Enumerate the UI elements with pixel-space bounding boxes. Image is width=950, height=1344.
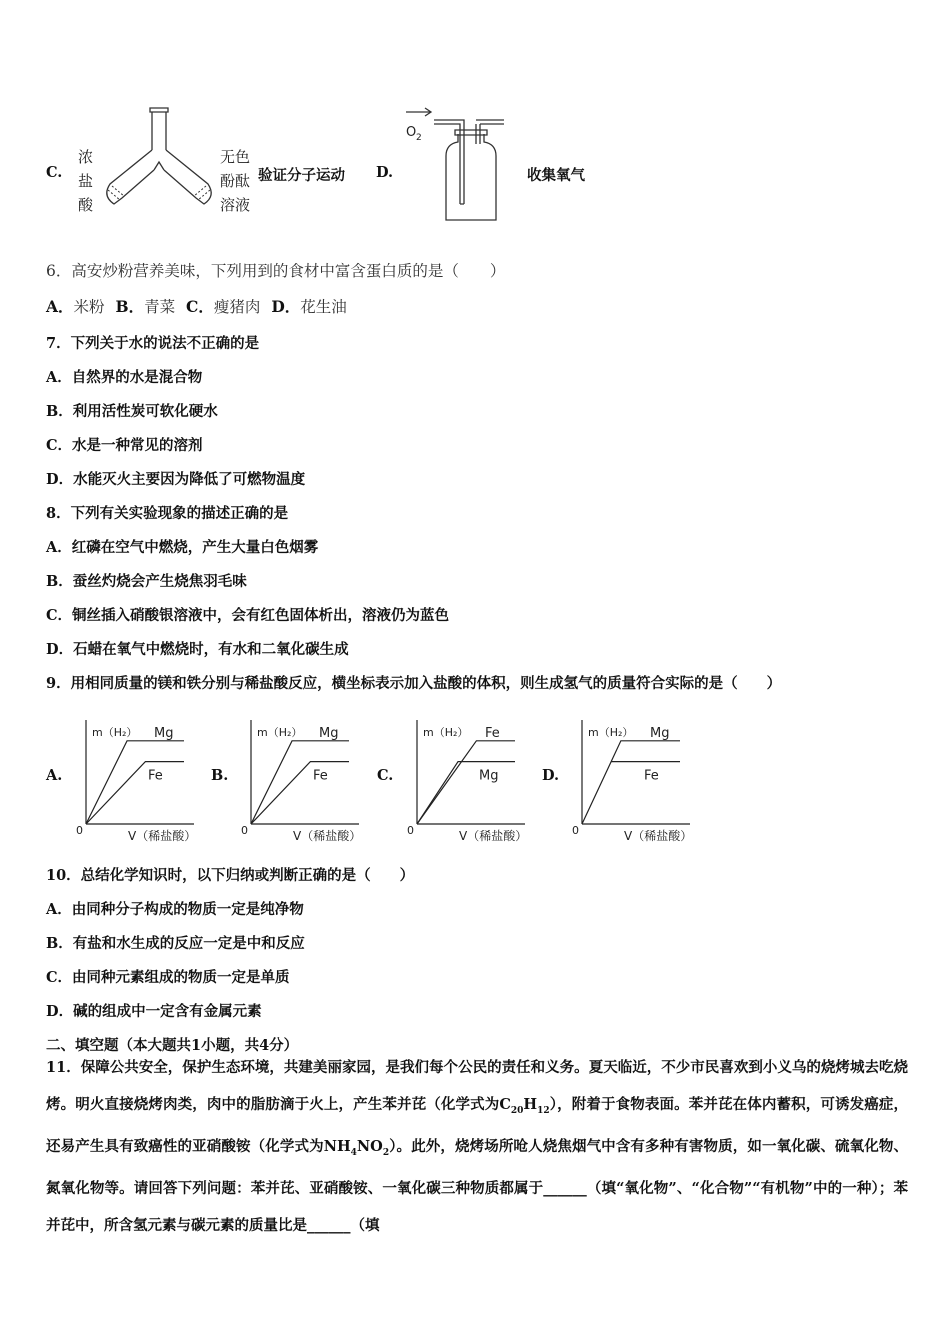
q11-formula2-mid: NO [356,1137,383,1155]
series-lower [251,762,349,824]
x-axis-label: V（稀盐酸） [624,829,693,843]
graph-b [239,706,374,844]
upper-series-label: Fe [485,725,500,741]
origin-label: 0 [572,824,579,837]
q8-option-c: C．铜丝插入硝酸银溶液中，会有红色固体析出，溶液仍为蓝色 [46,607,450,624]
y-axis-label: m（H₂） [257,726,303,739]
x-axis-label: V（稀盐酸） [293,829,362,843]
q10-stem: 10．总结化学知识时，以下归纳或判断正确的是（ ） [46,867,415,884]
option-d-letter: D. [376,164,394,181]
lower-series-label: Fe [644,768,659,784]
o2-label: O [406,125,417,140]
q8-option-a: A．红磷在空气中燃烧，产生大量白色烟雾 [46,539,319,556]
graph-c-letter: C. [377,767,394,784]
q10-option-b: B．有盐和水生成的反应一定是中和反应 [46,935,305,952]
q11-formula2-sub1: 4 [350,1147,357,1158]
x-axis-label: V（稀盐酸） [128,829,197,843]
graph-a [74,706,209,844]
q6-opt-c-letter: C． [186,297,214,316]
molecular-motion-apparatus [74,104,260,220]
y-axis-label: m（H₂） [423,726,469,739]
label-conc-hcl-3: 酸 [78,196,94,214]
q6-stem: 6．高安炒粉营养美味，下列用到的食材中富含蛋白质的是（ ） [46,262,506,280]
q7-option-b: B．利用活性炭可软化硬水 [46,403,218,420]
q11-formula1-sub1: 20 [510,1105,524,1116]
option-c-letter: C. [46,164,63,181]
series-upper [417,741,515,824]
label-phenol-1: 无色 [220,148,251,166]
graph-d [570,706,705,844]
option-d-caption: 收集氧气 [527,167,585,184]
o2-sub: 2 [416,133,422,143]
series-upper [86,741,184,824]
q10-option-d: D．碱的组成中一定含有金属元素 [46,1003,262,1020]
q6-opt-d-letter: D． [271,297,301,316]
q10-option-c: C．由同种元素组成的物质一定是单质 [46,969,290,986]
upper-series-label: Mg [154,725,174,741]
q7-option-c: C．水是一种常见的溶剂 [46,437,203,454]
q6-opt-b-letter: B． [115,297,145,316]
q9-stem: 9．用相同质量的镁和铁分别与稀盐酸反应，横坐标表示加入盐酸的体积，则生成氢气的质量符合实际的是（ ） [46,675,782,692]
q11-part1: 11．保障公共安全，保护生态环境，共建美丽家园，是我们每个公民的责任和义务。夏天临近，不少市民喜欢到小义乌的烧烤城去吃烧烤。明火直接烧烤肉类，肉中的脂肪滴于火上，产生苯并芘（化学式为C [46,1059,908,1113]
label-conc-hcl-1: 浓 [78,148,94,166]
y-axis-label: m（H₂） [588,726,634,739]
q7-option-a: A．自然界的水是混合物 [46,369,203,386]
q11-formula1-sub2: 12 [537,1105,550,1116]
y-tube [107,108,211,204]
gas-collection-bottle [400,104,506,224]
q6-opt-b: 青菜 [144,298,176,316]
q11-paragraph [46,1050,908,1244]
series-upper [251,741,349,824]
origin-label: 0 [76,824,83,837]
graph-b-letter: B. [211,767,229,784]
q11-part2: ），附着于食物表面。苯并芘在体内蓄积，可诱发癌症，还易产生具有致癌性的亚硝酸铵（化学式为NH [46,1095,909,1155]
graph-c [405,706,540,844]
upper-series-label: Mg [319,725,339,741]
upper-series-label: Mg [650,725,670,741]
q8-option-b: B．蚕丝灼烧会产生烧焦羽毛味 [46,573,247,590]
y-axis-label: m（H₂） [92,726,138,739]
q11-formula2-sub2: 2 [382,1147,390,1158]
series-upper [582,741,680,824]
q8-option-d: D．石蜡在氧气中燃烧时，有水和二氧化碳生成 [46,641,349,658]
section-heading: 二、填空题（本大题共1小题，共4分） [46,1037,299,1054]
label-phenol-2: 酚酞 [220,172,251,190]
q6-options [46,295,347,317]
q6-opt-a: 米粉 [73,298,105,316]
q10-option-a: A．由同种分子构成的物质一定是纯净物 [46,901,304,918]
q6-opt-c: 瘦猪肉 [213,298,261,316]
q6-opt-d: 花生油 [300,298,347,316]
series-lower [86,762,184,824]
lower-series-label: Mg [479,768,499,784]
origin-label: 0 [407,824,414,837]
lower-series-label: Fe [313,768,328,784]
q8-stem: 8．下列有关实验现象的描述正确的是 [46,505,289,522]
q11-part3: ）。此外，烧烤场所呛人烧焦烟气中含有多种有害物质，如一氧化碳、硫氧化物、氮氧化物等。请回答下列问题：苯并芘、亚硝酸铵、一氧化碳三种物质都属于______（填“氧化物”、“化合物”“有机物”中的一种）；苯并芘中，所含氢元素与碳元素的质量比是______（填 [46,1137,908,1234]
graph-a-letter: A. [46,767,63,784]
q7-option-d: D．水能灭火主要因为降低了可燃物温度 [46,471,306,488]
q7-stem: 7．下列关于水的说法不正确的是 [46,335,260,352]
option-c-caption: 验证分子运动 [258,167,345,184]
gas-arrow [406,108,431,116]
lower-series-label: Fe [148,768,163,784]
q11-formula1-mid: H [523,1095,538,1113]
x-axis-label: V（稀盐酸） [459,829,528,843]
label-conc-hcl-2: 盐 [78,172,94,190]
graph-d-letter: D. [542,767,560,784]
label-phenol-3: 溶液 [220,196,251,214]
origin-label: 0 [241,824,248,837]
q6-opt-a-letter: A． [46,297,74,316]
series-lower [417,762,515,824]
